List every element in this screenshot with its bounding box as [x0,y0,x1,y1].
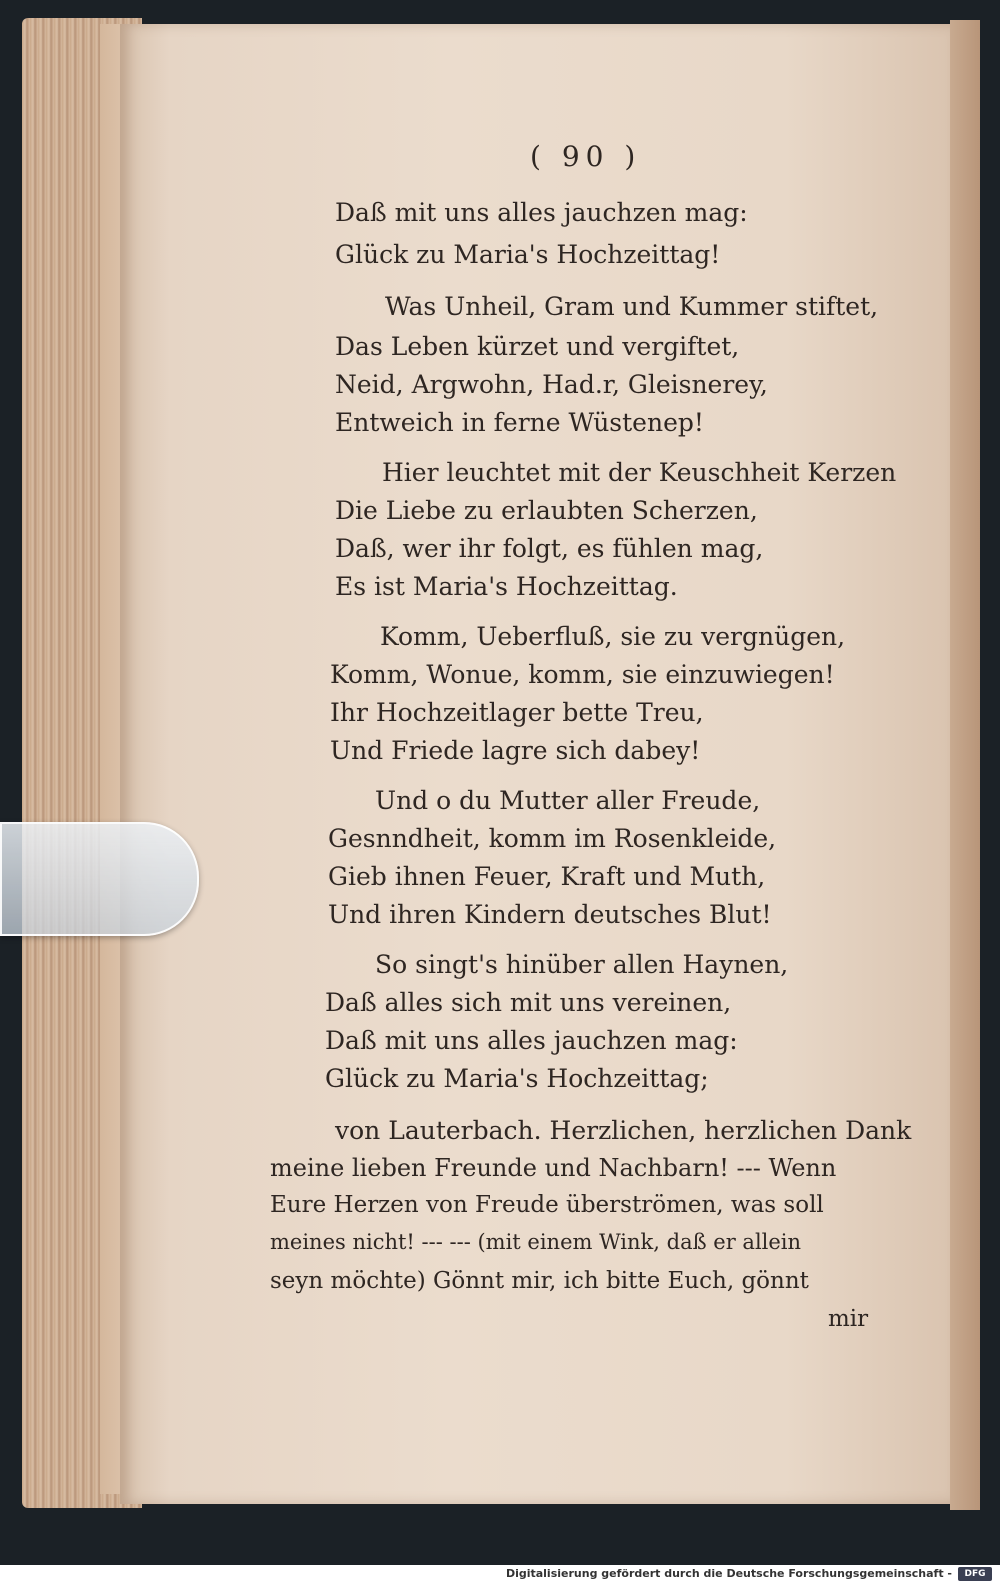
prose-line: meines nicht! --- --- (mit einem Wink, daß er allein [270,1230,802,1254]
verse-line: Und ihren Kindern deutsches Blut! [328,900,772,929]
verse-line: Daß mit uns alles jauchzen mag: [325,1026,738,1055]
verse-line: Die Liebe zu erlaubten Scherzen, [335,496,758,525]
prose-line: meine lieben Freunde und Nachbarn! --- Wenn [270,1154,837,1182]
verse-line: Komm, Wonue, komm, sie einzuwiegen! [330,660,835,689]
verse-line: Gieb ihnen Feuer, Kraft und Muth, [328,862,766,891]
verse-line: Daß, wer ihr folgt, es fühlen mag, [335,534,764,563]
verse-line: Komm, Ueberfluß, sie zu vergnügen, [380,622,846,651]
verse-line: Daß alles sich mit uns vereinen, [325,988,732,1017]
page-number: ( 90 ) [530,140,642,173]
verse-line: Und o du Mutter aller Freude, [375,786,761,815]
verse-line: Daß mit uns alles jauchzen mag: [335,198,748,227]
verse-line: Das Leben kürzet und vergiftet, [335,332,740,361]
dfg-logo: DFG [958,1567,992,1581]
verse-line: Entweich in ferne Wüstenep! [335,408,704,437]
verse-line: Es ist Maria's Hochzeittag. [335,572,678,601]
verse-line: So singt's hinüber allen Haynen, [375,950,789,979]
verse-line: Ihr Hochzeitlager bette Treu, [330,698,704,727]
catchword: mir [828,1306,869,1332]
prose-line: seyn möchte) Gönnt mir, ich bitte Euch, gönnt [270,1268,809,1294]
footer [0,1565,1000,1584]
footer-credit: Digitalisierung gefördert durch die Deutsche Forschungsgemeinschaft - [505,1567,952,1580]
verse-line: Neid, Argwohn, Had.r, Gleisnerey, [335,370,768,399]
verse-line: Und Friede lagre sich dabey! [330,736,701,765]
prose-line: von Lauterbach. Herzlichen, herzlichen Dank [335,1116,912,1145]
verse-line: Hier leuchtet mit der Keuschheit Kerzen [382,458,897,487]
verse-line: Was Unheil, Gram und Kummer stiftet, [385,292,879,321]
verse-line: Glück zu Maria's Hochzeittag; [325,1064,709,1093]
verse-line: Gesnndheit, komm im Rosenkleide, [328,824,777,853]
prose-line: Eure Herzen von Freude überströmen, was soll [270,1192,824,1218]
verse-line: Glück zu Maria's Hochzeittag! [335,240,721,269]
